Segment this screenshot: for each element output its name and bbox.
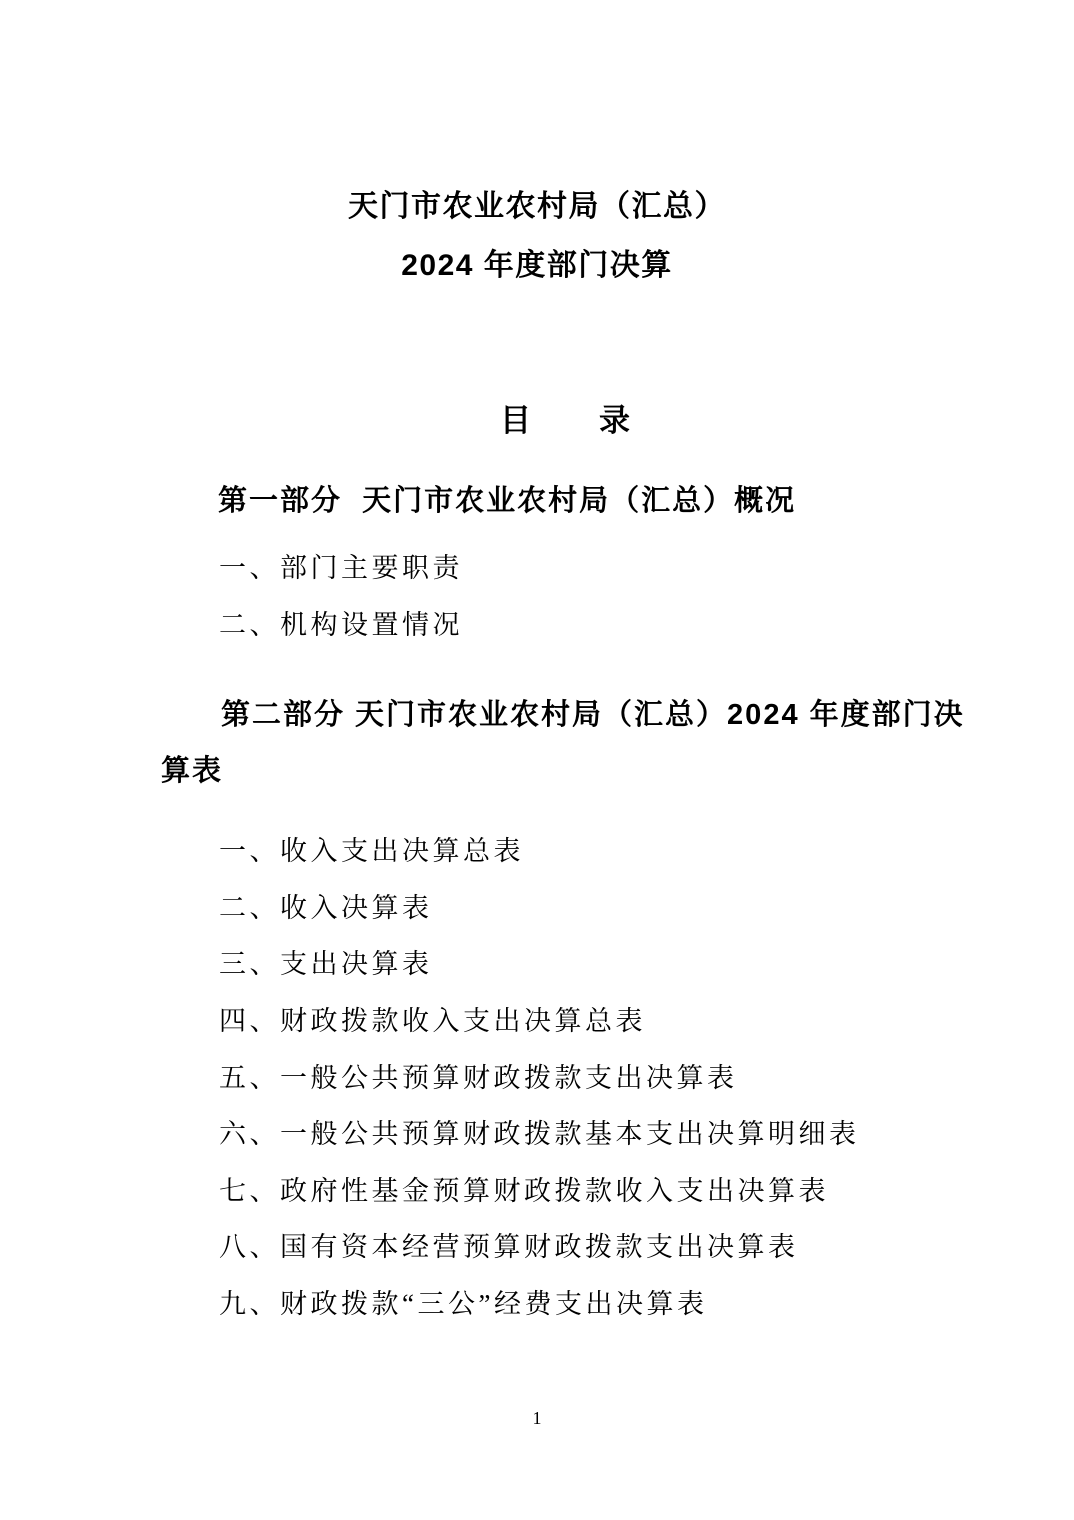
toc-item-part2-4: 四、财政拨款收入支出决算总表 [219,1006,646,1036]
toc-item-part2-6: 六、一般公共预算财政拨款基本支出决算明细表 [219,1119,860,1149]
doc-title-line-2: 2024 年度部门决算 [401,249,673,282]
toc-item-part1-2: 二、机构设置情况 [219,610,463,640]
toc-item-part2-9: 九、财政拨款“三公”经费支出决算表 [219,1289,708,1319]
toc-item-part2-3: 三、支出决算表 [219,949,433,979]
toc-item-part2-2: 二、收入决算表 [219,893,433,923]
toc-item-part2-1: 一、收入支出决算总表 [219,836,524,866]
toc-item-part1-1: 一、部门主要职责 [219,553,463,583]
doc-title-line-1: 天门市农业农村局（汇总） [348,190,726,223]
toc-heading: 目 录 [500,403,632,438]
page-number: 1 [532,1408,542,1428]
part1-heading: 第一部分 天门市农业农村局（汇总）概况 [218,485,797,517]
toc-item-part2-8: 八、国有资本经营预算财政拨款支出决算表 [219,1232,799,1262]
part2-heading-line-2: 算表 [161,755,224,787]
toc-item-part2-5: 五、一般公共预算财政拨款支出决算表 [219,1063,738,1093]
part2-heading-line-1: 第二部分 天门市农业农村局（汇总）2024 年度部门决 [221,699,965,731]
toc-item-part2-7: 七、政府性基金预算财政拨款收入支出决算表 [219,1176,829,1206]
